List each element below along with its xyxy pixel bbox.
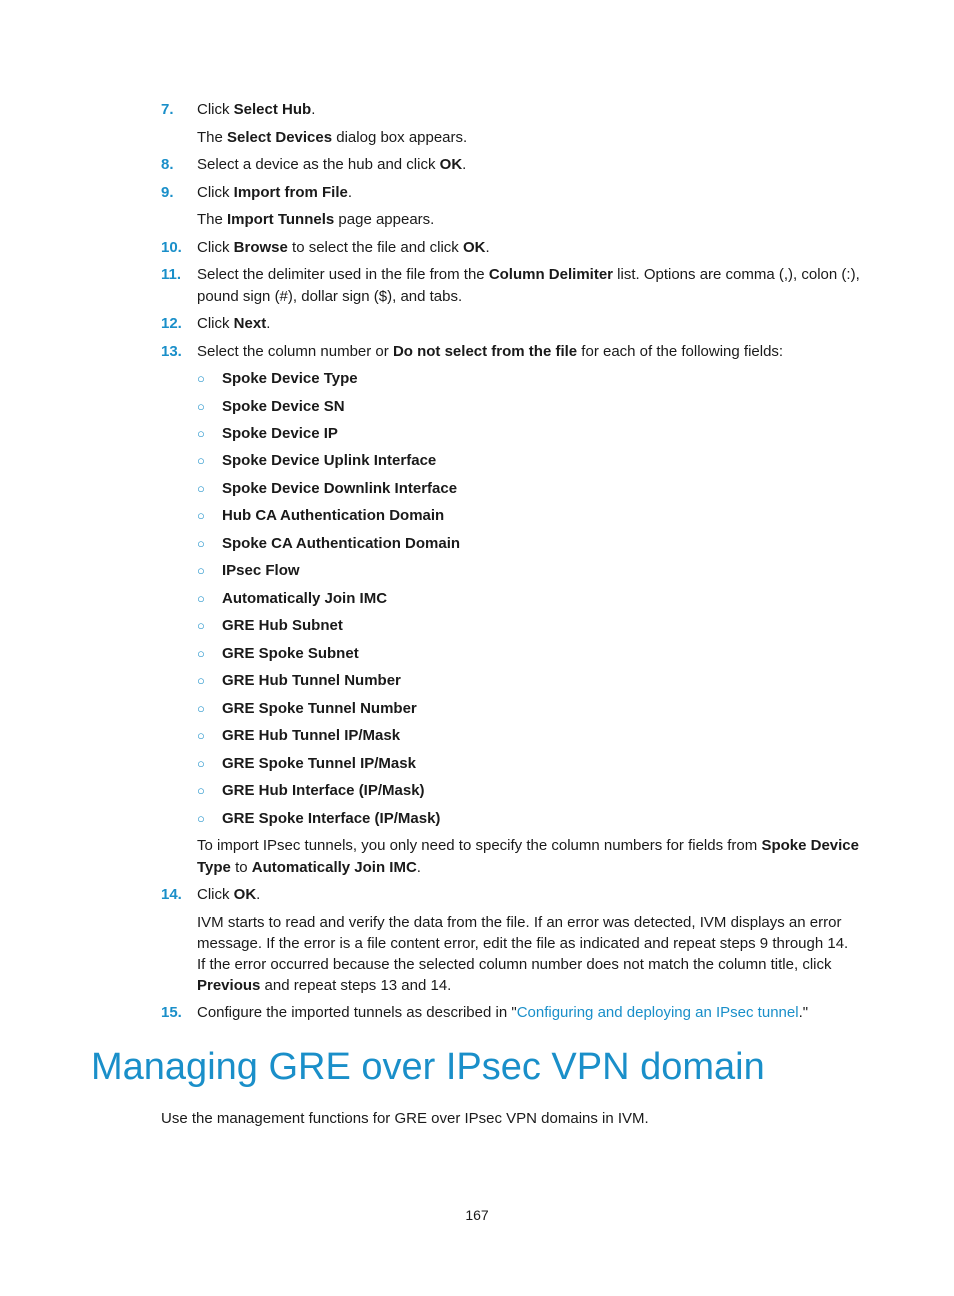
circle-bullet-icon: ○ bbox=[197, 426, 205, 441]
step-number: 15. bbox=[161, 1004, 182, 1021]
section-intro: Use the management functions for GRE over IPsec VPN domains in IVM. bbox=[161, 1110, 649, 1127]
circle-bullet-icon: ○ bbox=[197, 399, 205, 414]
circle-bullet-icon: ○ bbox=[197, 673, 205, 688]
circle-bullet-icon: ○ bbox=[197, 646, 205, 661]
circle-bullet-icon: ○ bbox=[197, 783, 205, 798]
step-text: Select the column number or Do not select from the file for each of the following fields: bbox=[197, 343, 784, 360]
step-number: 8. bbox=[161, 156, 174, 173]
circle-bullet-icon: ○ bbox=[197, 591, 205, 606]
circle-bullet-icon: ○ bbox=[197, 618, 205, 633]
circle-bullet-icon: ○ bbox=[197, 728, 205, 743]
step-number: 7. bbox=[161, 101, 174, 118]
circle-bullet-icon: ○ bbox=[197, 453, 205, 468]
step-number: 14. bbox=[161, 886, 182, 903]
step-text: Click Select Hub. bbox=[197, 101, 316, 118]
step-text: Configure the imported tunnels as described in "Configuring and deploying an IPsec tunnel." bbox=[197, 1004, 809, 1021]
step-number: 13. bbox=[161, 343, 182, 360]
step-text: The Select Devices dialog box appears. bbox=[197, 129, 468, 146]
page-number: 167 bbox=[465, 1207, 489, 1223]
circle-bullet-icon: ○ bbox=[197, 536, 205, 551]
step-number: 11. bbox=[161, 266, 182, 283]
step-text: Click Import from File. bbox=[197, 184, 353, 201]
circle-bullet-icon: ○ bbox=[197, 811, 205, 826]
step-text: Click OK. bbox=[197, 886, 261, 903]
step-number: 12. bbox=[161, 315, 182, 332]
circle-bullet-icon: ○ bbox=[197, 508, 205, 523]
circle-bullet-icon: ○ bbox=[197, 371, 205, 386]
step-text: Select the delimiter used in the file from the Column Delimiter list. Options are comma (,), colon (:), bbox=[197, 266, 860, 283]
section-heading: Managing GRE over IPsec VPN domain bbox=[91, 1046, 765, 1088]
configuring-ipsec-tunnel-link[interactable]: Configuring and deploying an IPsec tunnel bbox=[516, 1004, 799, 1021]
step-text: Select a device as the hub and click OK. bbox=[197, 156, 467, 173]
step-text: pound sign (#), dollar sign ($), and tabs. bbox=[197, 288, 463, 305]
circle-bullet-icon: ○ bbox=[197, 701, 205, 716]
step-text: The Import Tunnels page appears. bbox=[197, 211, 435, 228]
step-number: 9. bbox=[161, 184, 174, 201]
circle-bullet-icon: ○ bbox=[197, 756, 205, 771]
step-text: Click Next. bbox=[197, 315, 271, 332]
step-text: Click Browse to select the file and click OK. bbox=[197, 239, 490, 256]
step-number: 10. bbox=[161, 239, 182, 256]
circle-bullet-icon: ○ bbox=[197, 563, 205, 578]
circle-bullet-icon: ○ bbox=[197, 481, 205, 496]
